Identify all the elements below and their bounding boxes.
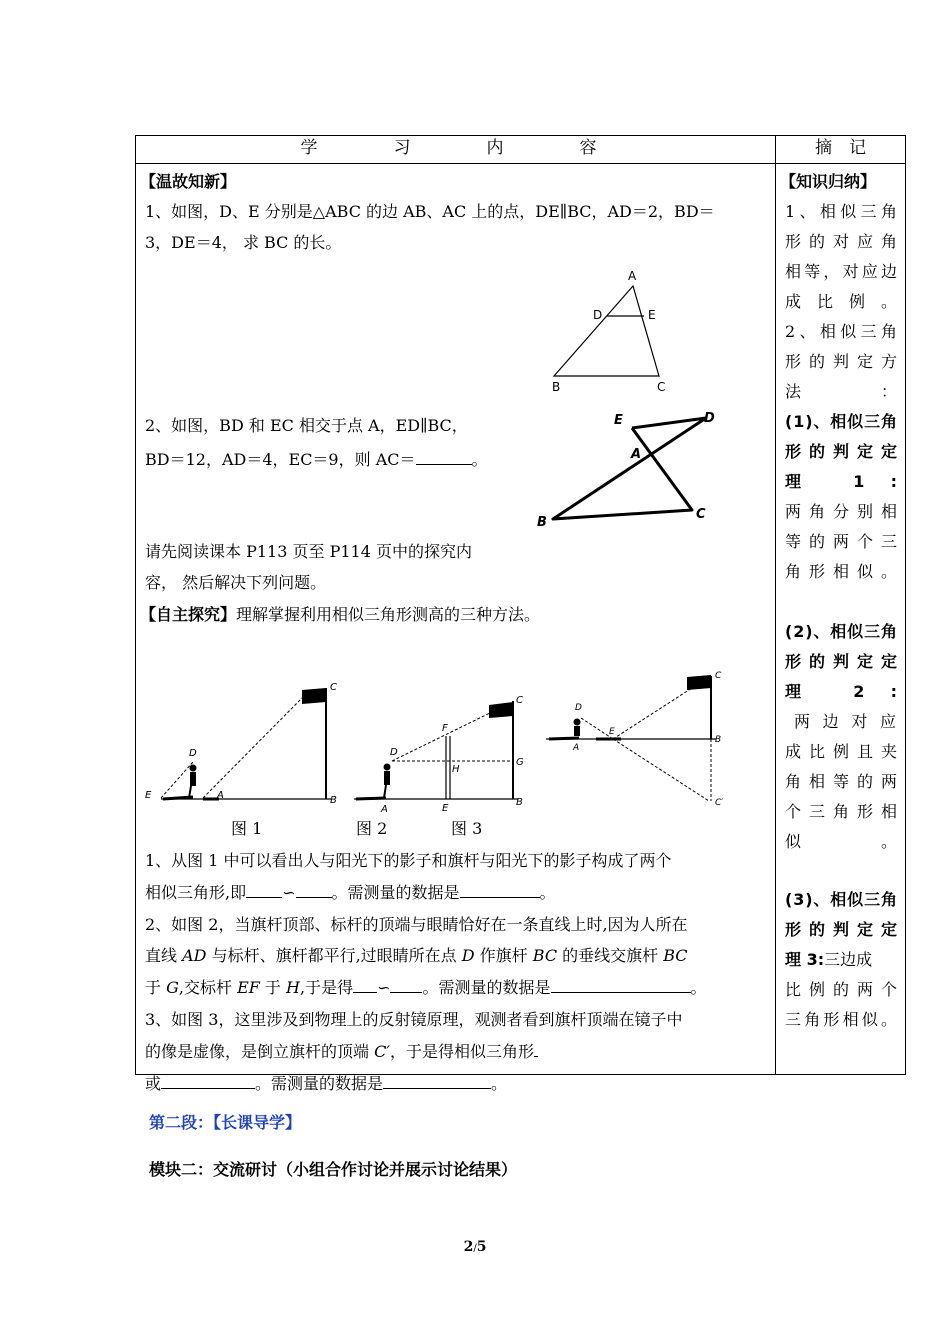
explore-title: 【自主探究】 [140,605,237,624]
note-2-line: 形 的 判 定 方 [785,352,897,371]
p3-blank-1[interactable] [534,1042,538,1057]
p1-text-b: 。需测量的数据是 [331,883,460,902]
bowtie-figure [531,404,731,534]
fig-1-person-head [190,765,197,772]
p1-line2 [145,883,556,903]
p2-text-d: 的垂线交旗杆 [557,946,664,965]
fig-3-person-body [574,726,580,736]
fig-1-flag [302,688,326,704]
page-total: 5 [476,1239,487,1255]
p1-sim-symbol: ∽ [282,883,296,902]
fig2-label-b: B [537,515,547,530]
p1-blank-1[interactable] [246,883,282,898]
fig-1-label-e: E [145,790,152,801]
theorem-2-head: 理 2 : [785,682,897,701]
note-1-line: 成 比 例 。 [785,292,897,311]
fig-2-person-head [384,764,391,771]
p2-text-f: ,交标杆 [178,978,238,997]
fig-2-label-h: H [452,764,460,775]
fig-2-flag [489,702,513,718]
fig2-label-e: E [614,413,623,428]
p2-blank-1[interactable] [353,978,377,993]
theorem-3-body: 比 例 的 两 个 [785,980,897,999]
explore-intro: 理解掌握利用相似三角形测高的三种方法。 [236,605,541,624]
p2-text-a: 直线 [145,946,183,965]
fig-3-image-line [613,739,709,801]
p3-line2 [145,1042,538,1062]
theorem-1-head: ( 1 ) 、 相 似 三 角 [785,412,897,431]
header-notes-label: 摘 记 [815,138,866,158]
fig-1-person-body [190,772,196,786]
theorem-3-head: 理 3: [785,950,825,969]
bowtie-lines [553,418,706,519]
theorem-1-head: 形 的 判 定 定 [785,442,897,461]
q1-line1: 1、如图，D、E 分别是△ABC 的边 AB、AC 上的点，DE∥BC，AD＝2，BD＝ [145,202,715,221]
read-line1: 请先阅读课本 P113 页至 P114 页中的探究内 [145,542,472,561]
theorem-3-body-first: 三边成 [824,950,873,969]
read-line2: 容， 然后解决下列问题。 [145,573,327,592]
fig-3-label-e: E [609,727,615,737]
fig-1-label-b: B [330,795,337,806]
fig-1-sunray-person [161,762,193,798]
fig-2-sight-line [392,711,494,761]
fig-3-person-head [574,719,581,726]
p1-text-a: 相似三角形,即 [145,883,247,902]
p2-line3 [145,978,707,998]
p2-g: G [166,978,179,997]
p2-text-j: 。 [690,978,707,997]
p3-c-prime: C′ [374,1042,390,1061]
triangle-abc-figure [536,264,696,399]
fig-1-label-c: C [330,682,337,693]
theorem-3-head: 形 的 判 定 定 [785,920,897,939]
p2-text-i: 。需测量的数据是 [422,978,551,997]
p3-text-b: ，于是得相似三角形 [389,1042,534,1061]
header-notes-cell [776,136,906,164]
p1-text-c: 。 [539,883,556,902]
p3-blank-2[interactable] [161,1074,255,1089]
fig-caption-1: 图 1 [231,819,263,838]
theorem-2-body: 似 。 [785,832,897,851]
note-2-line: 2 、 相 似 三 角 [785,322,897,341]
note-1-line: 1 、 相 似 三 角 [785,202,897,221]
p3-text-a: 的像是虚像，是倒立旗杆的顶端 [145,1042,375,1061]
review-title: 【温故知新】 [140,172,237,191]
note-1-line: 形 的 对 应 角 [785,232,897,251]
fig2-label-d: D [704,411,715,426]
fig1-label-d: D [593,308,603,322]
page-sep: / [473,1243,477,1254]
theorem-3-head-row [785,950,897,970]
p2-h: H [286,978,300,997]
p1-blank-3[interactable] [460,883,540,898]
theorem-1-body: 两 角 分 别 相 [785,502,897,521]
p2-text-e: 于 [145,978,167,997]
fig-1-label-d: D [189,748,197,759]
q2-answer-blank[interactable] [416,450,472,465]
module2-heading: 模块二：交流研讨（小组合作讨论并展示讨论结果） [149,1160,518,1179]
notes-cell [776,164,906,1075]
p2-line1: 2、如图 2，当旗杆顶部、标杆的顶端与眼睛恰好在一条直线上时,因为人所在 [145,915,688,934]
p3-line1: 3、如图 3，这里涉及到物理上的反射镜原理，观测者看到旗杆顶端在镜子中 [145,1010,683,1029]
fig1-label-c: C [657,380,666,394]
p3-text-d: 。需测量的数据是 [255,1074,384,1093]
p2-text-b: 与标杆、旗杆都平行,过眼睛所在点 [206,946,462,965]
fig-3-label-d: D [575,703,582,713]
fig-2-label-e: E [442,803,449,814]
section2-title: 【长课导学】 [213,1113,302,1132]
q1-line2: 3，DE＝4， 求 BC 的长。 [145,233,342,252]
theorem-2-body: 两 边 对 应 [794,712,896,731]
page-current: 2 [463,1239,474,1255]
fig-3-flag [687,675,711,690]
theorem-1-body: 角 形 相 似 。 [785,562,897,581]
theorem-1-head: 理 1 : [785,472,897,491]
p2-ef: EF [237,978,260,997]
fig-caption-2: 图 2 [356,819,388,838]
fig1-label-e: E [648,308,656,322]
fig-2-label-a: A [381,804,388,814]
note-1-line: 相 等 ， 对 应 边 [785,262,897,281]
explore-line [140,605,540,625]
p2-line2 [145,946,688,966]
fig-2-person-leg [384,785,386,798]
theorem-3-body: 三 角 形 相 似 。 [785,1010,897,1029]
section2-label: 第二段： [149,1113,214,1132]
fig-3-shadow [549,738,579,739]
fig-2-label-f: F [442,723,448,734]
fig-2-shadow [356,798,386,799]
measure-figure-2 [346,689,536,814]
fig2-label-c: C [696,507,706,522]
p2-text-c: 作旗杆 [474,946,533,965]
theorem-2-body: 成 比 例 且 夹 [785,742,897,761]
q2-line2-prefix: BD＝12，AD＝4，EC＝9，则 AC＝ [145,450,416,469]
fig-3-label-b: B [715,735,722,745]
p2-bc-2: BC [663,946,688,965]
measure-figure-3 [541,664,741,814]
fig-1-label-a: A [217,790,224,801]
p2-ad: AD [182,946,207,965]
notes-title: 【知识归纳】 [780,172,877,191]
p3-line3 [145,1074,507,1094]
p3-text-c: 或 [145,1074,162,1093]
p2-d: D [461,946,475,965]
theorem-2-body: 角 相 等 的 两 [785,772,897,791]
fig-3-incident-line [613,677,709,739]
theorem-2-body: 个 三 角 形 相 [785,802,897,821]
study-table [135,135,906,1093]
p3-blank-3[interactable] [383,1074,491,1089]
header-content-label: 学 习 内 容 [300,138,611,158]
p2-text-h: ,于是得 [299,978,354,997]
q2-line1: 2、如图，BD 和 EC 相交于点 A，ED∥BC， [145,416,468,435]
q2-line2 [145,450,488,470]
p1-line1: 1、从图 1 中可以看出人与阳光下的影子和旗杆与阳光下的影子构成了两个 [145,851,672,870]
p2-sim-symbol: ∽ [377,978,391,997]
fig1-label-b: B [552,380,561,394]
header-content-cell [136,136,776,164]
q2-line2-suffix: 。 [471,450,488,469]
theorem-2-head: 形 的 判 定 定 [785,652,897,671]
fig-2-label-g: G [516,757,524,768]
triangle-abc [554,286,659,376]
fig-1-sunray-pole [203,694,306,798]
note-2-line: 法 ： [785,382,897,401]
fig-caption-3: 图 3 [451,819,483,838]
fig-2-label-c: C [516,695,523,706]
theorem-2-head: ( 2 ) 、 相 似 三 角 [785,622,897,641]
measure-figure-1 [141,674,346,809]
p2-text-g: 于 [259,978,287,997]
content-cell [136,164,776,1093]
p3-text-e: 。 [491,1074,508,1093]
p1-blank-2[interactable] [296,883,332,898]
fig1-label-a: A [628,269,637,283]
p2-blank-2[interactable] [390,978,422,993]
page-number [0,1239,950,1255]
fig-3-label-a: A [573,743,580,753]
fig-2-label-b: B [516,797,523,808]
fig2-label-a: A [631,447,642,462]
fig-2-person-body [384,771,390,785]
p2-bc-1: BC [532,946,558,965]
theorem-3-head: ( 3 ) 、 相 似 三 角 [785,890,897,909]
fig-3-label-c-prime: C′ [715,798,724,808]
fig-2-label-d: D [390,747,398,758]
p2-blank-3[interactable] [551,978,691,993]
theorem-1-body: 等 的 两 个 三 [785,532,897,551]
fig-3-label-c: C [715,671,722,681]
section2-heading [149,1110,301,1133]
